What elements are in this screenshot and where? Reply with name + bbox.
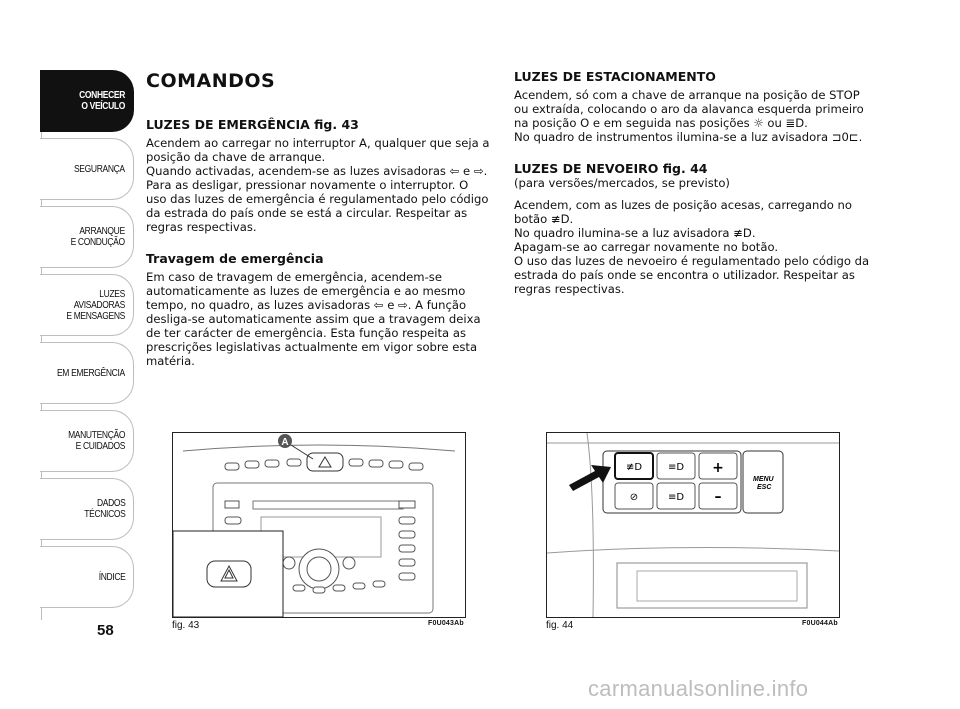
tab-em-emergencia[interactable] [40, 342, 134, 404]
tab-manutencao[interactable] [40, 410, 134, 472]
fog-lights-text: Acendem, com as luzes de posição acesas, carregando no botão ≢D. No quadro ilumina-se a luz avisadora ≢D. Apagam-se ao carregar novamente no botão. O uso das luzes de nevoeiro é regulamentado pelo código da estrada do país onde se encontra o utilizador. Respeitar as regras respectivas. [514, 198, 870, 296]
menu-label: MENU [753, 476, 774, 483]
tab-label: SEGURANÇA [74, 163, 125, 175]
parking-lights-heading: LUZES DE ESTACIONAMENTO [514, 69, 716, 84]
tab-label: DADOS TÉCNICOS [83, 498, 125, 520]
plus-label: + [712, 460, 724, 476]
figure-44-caption: fig. 44 [546, 620, 574, 631]
dashboard-drawing [173, 433, 465, 617]
figure-44-fog-light-controls [546, 432, 840, 618]
parking-lights-text: Acendem, só com a chave de arranque na posição de STOP ou extraída, colocando o aro da alavanca esquerda primeiro na posição O e em seguida nas posições ☼ ou ≣D. No quadro de instrumentos ilumina-se a luz avisadora ⊐0⊏. [514, 88, 864, 144]
emergency-lights-heading: LUZES DE EMERGÊNCIA fig. 43 [146, 117, 359, 132]
fog-lights-subheading: (para versões/mercados, se previsto) [514, 176, 730, 190]
tab-label: EM EMERGÊNCIA [57, 367, 125, 379]
svg-text:≢D: ≢D [625, 462, 643, 473]
tab-conhecer-veiculo[interactable] [40, 70, 134, 132]
tab-label: ÍNDICE [98, 571, 125, 583]
marker-a-label: A [281, 437, 289, 448]
figure-43-code: F0U043Ab [428, 620, 464, 627]
svg-text:⊘: ⊘ [629, 492, 639, 503]
tab-seguranca[interactable] [40, 138, 134, 200]
esc-label: ESC [757, 484, 772, 491]
tab-dados-tecnicos[interactable] [40, 478, 134, 540]
tab-label: ARRANQUE E CONDUÇÃO [70, 226, 125, 248]
figure-43-caption: fig. 43 [172, 620, 200, 631]
svg-text:≡D: ≡D [667, 462, 685, 473]
page-title: COMANDOS [146, 70, 276, 92]
page-number: 58 [97, 622, 114, 639]
emergency-braking-heading: Travagem de emergência [146, 251, 324, 266]
tab-indice[interactable] [40, 546, 134, 608]
tab-label: CONHECER O VEÍCULO [79, 90, 125, 112]
tab-luzes-avisadoras[interactable] [40, 274, 134, 336]
svg-text:≡D: ≡D [667, 492, 685, 503]
watermark: carmanualsonline.info [588, 676, 809, 701]
figure-44-code: F0U044Ab [802, 620, 838, 627]
right-column [514, 70, 874, 308]
figure-43-dashboard-illustration [172, 432, 466, 618]
emergency-lights-text: Acendem ao carregar no interruptor A, qualquer que seja a posição da chave de arranque. Quando activadas, acendem-se as luzes avisadoras ⇦ e ⇨. Para as desligar, pressionar novamente o interruptor. O uso das luzes de emergência é regulamentado pelo código da estrada do país onde se está a circular. Respeitar as regras respectivas. [146, 136, 490, 234]
emergency-braking-text: Em caso de travagem de emergência, acendem-se automaticamente as luzes de emergência e ao mesmo tempo, no quadro, as luzes avisadoras ⇦ e ⇨. A função desliga-se automaticamente assim que a travagem deixa de ter carácter de emergência. Esta função respeita as prescrições legislativas actualmente em vigor sobre esta matéria. [146, 270, 481, 368]
tab-label: MANUTENÇÃO E CUIDADOS [67, 430, 125, 452]
fog-lights-heading: LUZES DE NEVOEIRO fig. 44 [514, 161, 708, 176]
tab-label: LUZES AVISADORAS E MENSAGENS [66, 288, 125, 322]
fog-controls-drawing [547, 433, 839, 617]
chapter-sidebar [40, 70, 134, 614]
hazard-button-detail [207, 561, 251, 587]
tab-arranque-conducao[interactable] [40, 206, 134, 268]
left-column [146, 70, 492, 380]
minus-label: – [714, 489, 722, 505]
